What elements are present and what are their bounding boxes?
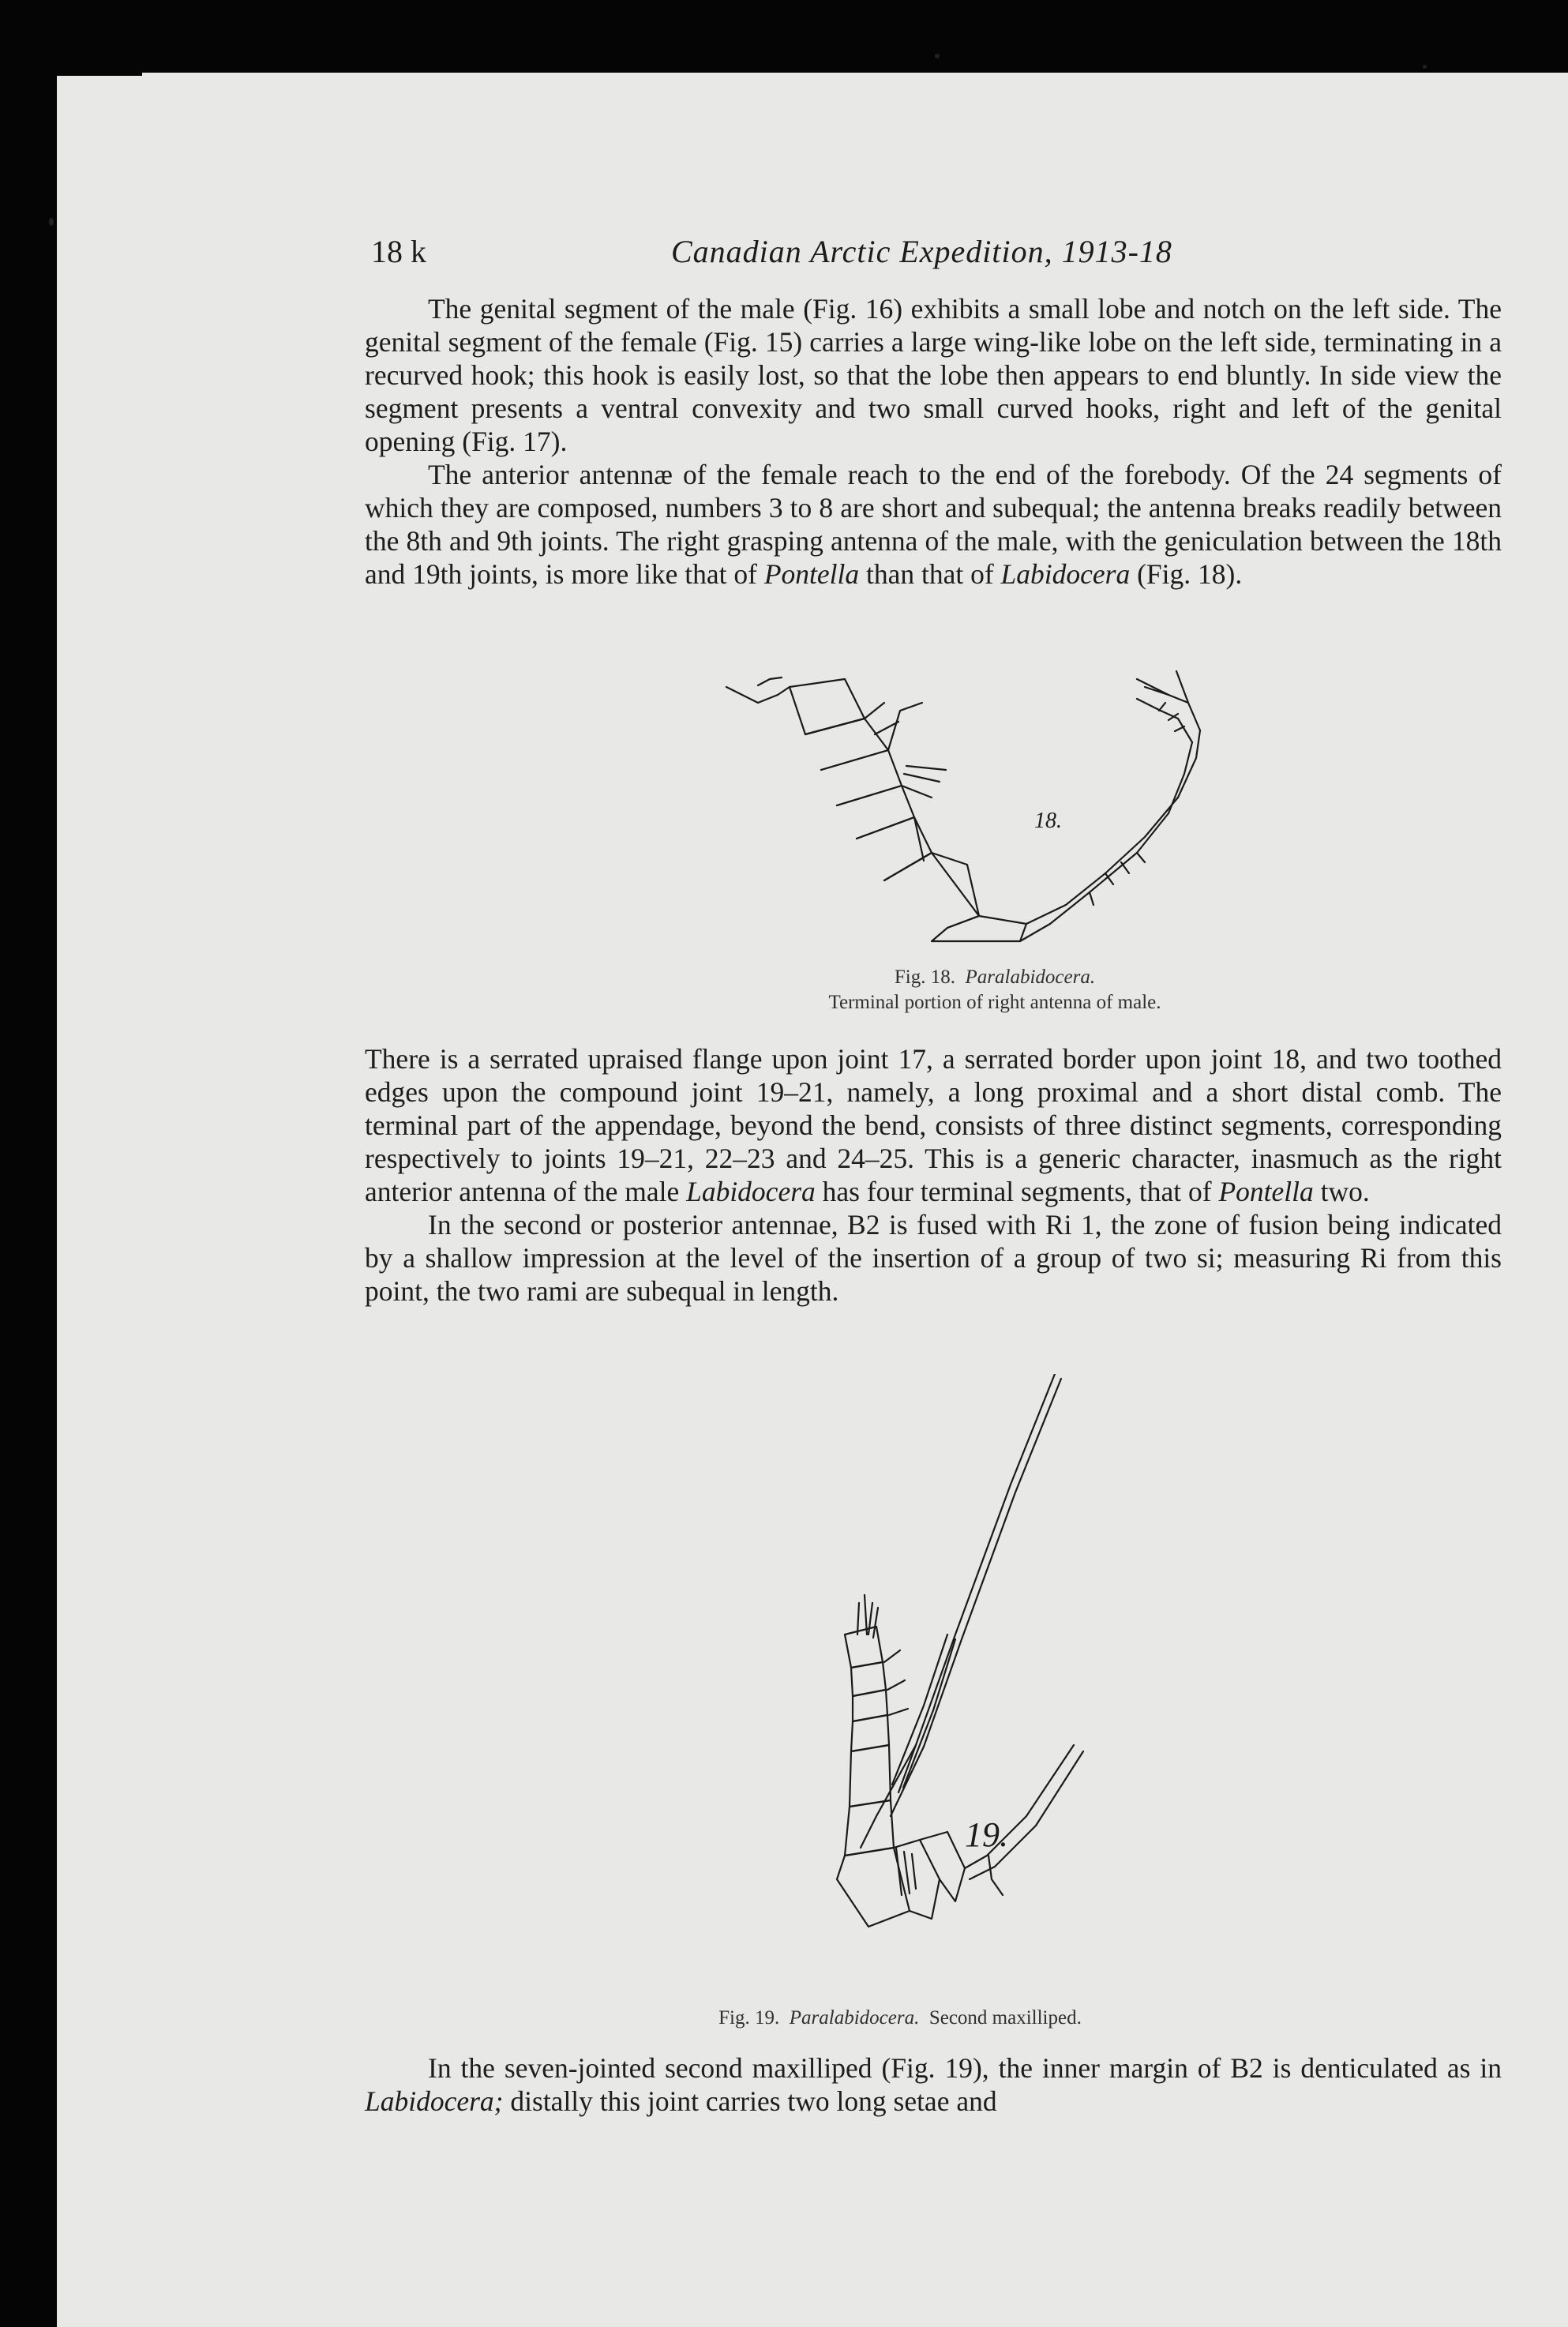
paragraph-serrated-flange: There is a serrated upraised flange upon joint 17, a serrated border upon joint 18, and two toothed edges upon the compound joint 19–21, namely, a long proximal and a short distal comb. The terminal part of the appendage, beyond the bend, consists of three distinct segments, corresponding respectively to joints 19–21, 22–23 and 24–25. This is a generic character, inasmuch as the right anterior antenna of the male Labidocera has four terminal segments, that of Pontella two.: [365, 1043, 1502, 1207]
page-number: 18 k: [371, 234, 426, 269]
paragraph-posterior-antennae: In the second or posterior antennae, B2 is fused with Ri 1, the zone of fusion being indicated by a shallow impression at the level of the insertion of a group of two si; measuring Ri from this point, the two rami are subequal in length.: [365, 1209, 1502, 1307]
scan-speck: [935, 54, 940, 58]
figure-18-label: 18.: [1034, 809, 1062, 833]
paragraph-second-maxilliped: In the seven-jointed second maxilliped (Fig. 19), the inner margin of B2 is denticulated as in Labidocera; distally this joint carries two long setae and: [365, 2052, 1502, 2117]
figure-18-caption-line-1: Fig. 18. Paralabidocera.: [894, 966, 1096, 988]
paragraph-genital-segment: The genital segment of the male (Fig. 16) exhibits a small lobe and notch on the left side. The genital segment of the female (Fig. 15) carries a large wing-like lobe on the left side, terminating in a recurved hook; this hook is easily lost, so that the lobe then appears to end bluntly. In side view the segment presents a ventral convexity and two small curved hooks, right and left of the genital opening (Fig. 17).: [365, 293, 1502, 457]
figure-19-maxilliped-drawing: [758, 1374, 1137, 1950]
figure-19-caption-line: Fig. 19. Paralabidocera. Second maxilliped.: [718, 2007, 1082, 2029]
page-sheet-edge: [142, 73, 1568, 120]
paragraph-anterior-antennae: The anterior antennæ of the female reach to the end of the forebody. Of the 24 segments of which they are composed, numbers 3 to 8 are short and subequal; the antenna breaks readily between the 8th and 9th joints. The right grasping antenna of the male, with the geniculation between the 18th and 19th joints, is more like that of Pontella than that of Labidocera (Fig. 18).: [365, 459, 1502, 590]
text-block-bottom: [365, 2051, 1502, 2118]
figure-19-label: 19.: [965, 1815, 1008, 1854]
scan-speck: [1423, 65, 1427, 69]
text-block-middle: [365, 1042, 1502, 1308]
text-block-top: [365, 292, 1502, 591]
figure-19-svg: [758, 1374, 1137, 1950]
figure-19-caption: [505, 2006, 1295, 2031]
running-title: Canadian Arctic Expedition, 1913-18: [671, 234, 1172, 269]
figure-18-caption-line-2: Terminal portion of right antenna of male.: [828, 992, 1161, 1013]
scan-speck: [49, 218, 54, 226]
figure-18-caption: [600, 965, 1390, 1015]
page-header: [371, 233, 1500, 272]
figure-18-antenna-drawing: [695, 655, 1263, 971]
figure-18-svg: [695, 655, 1263, 971]
